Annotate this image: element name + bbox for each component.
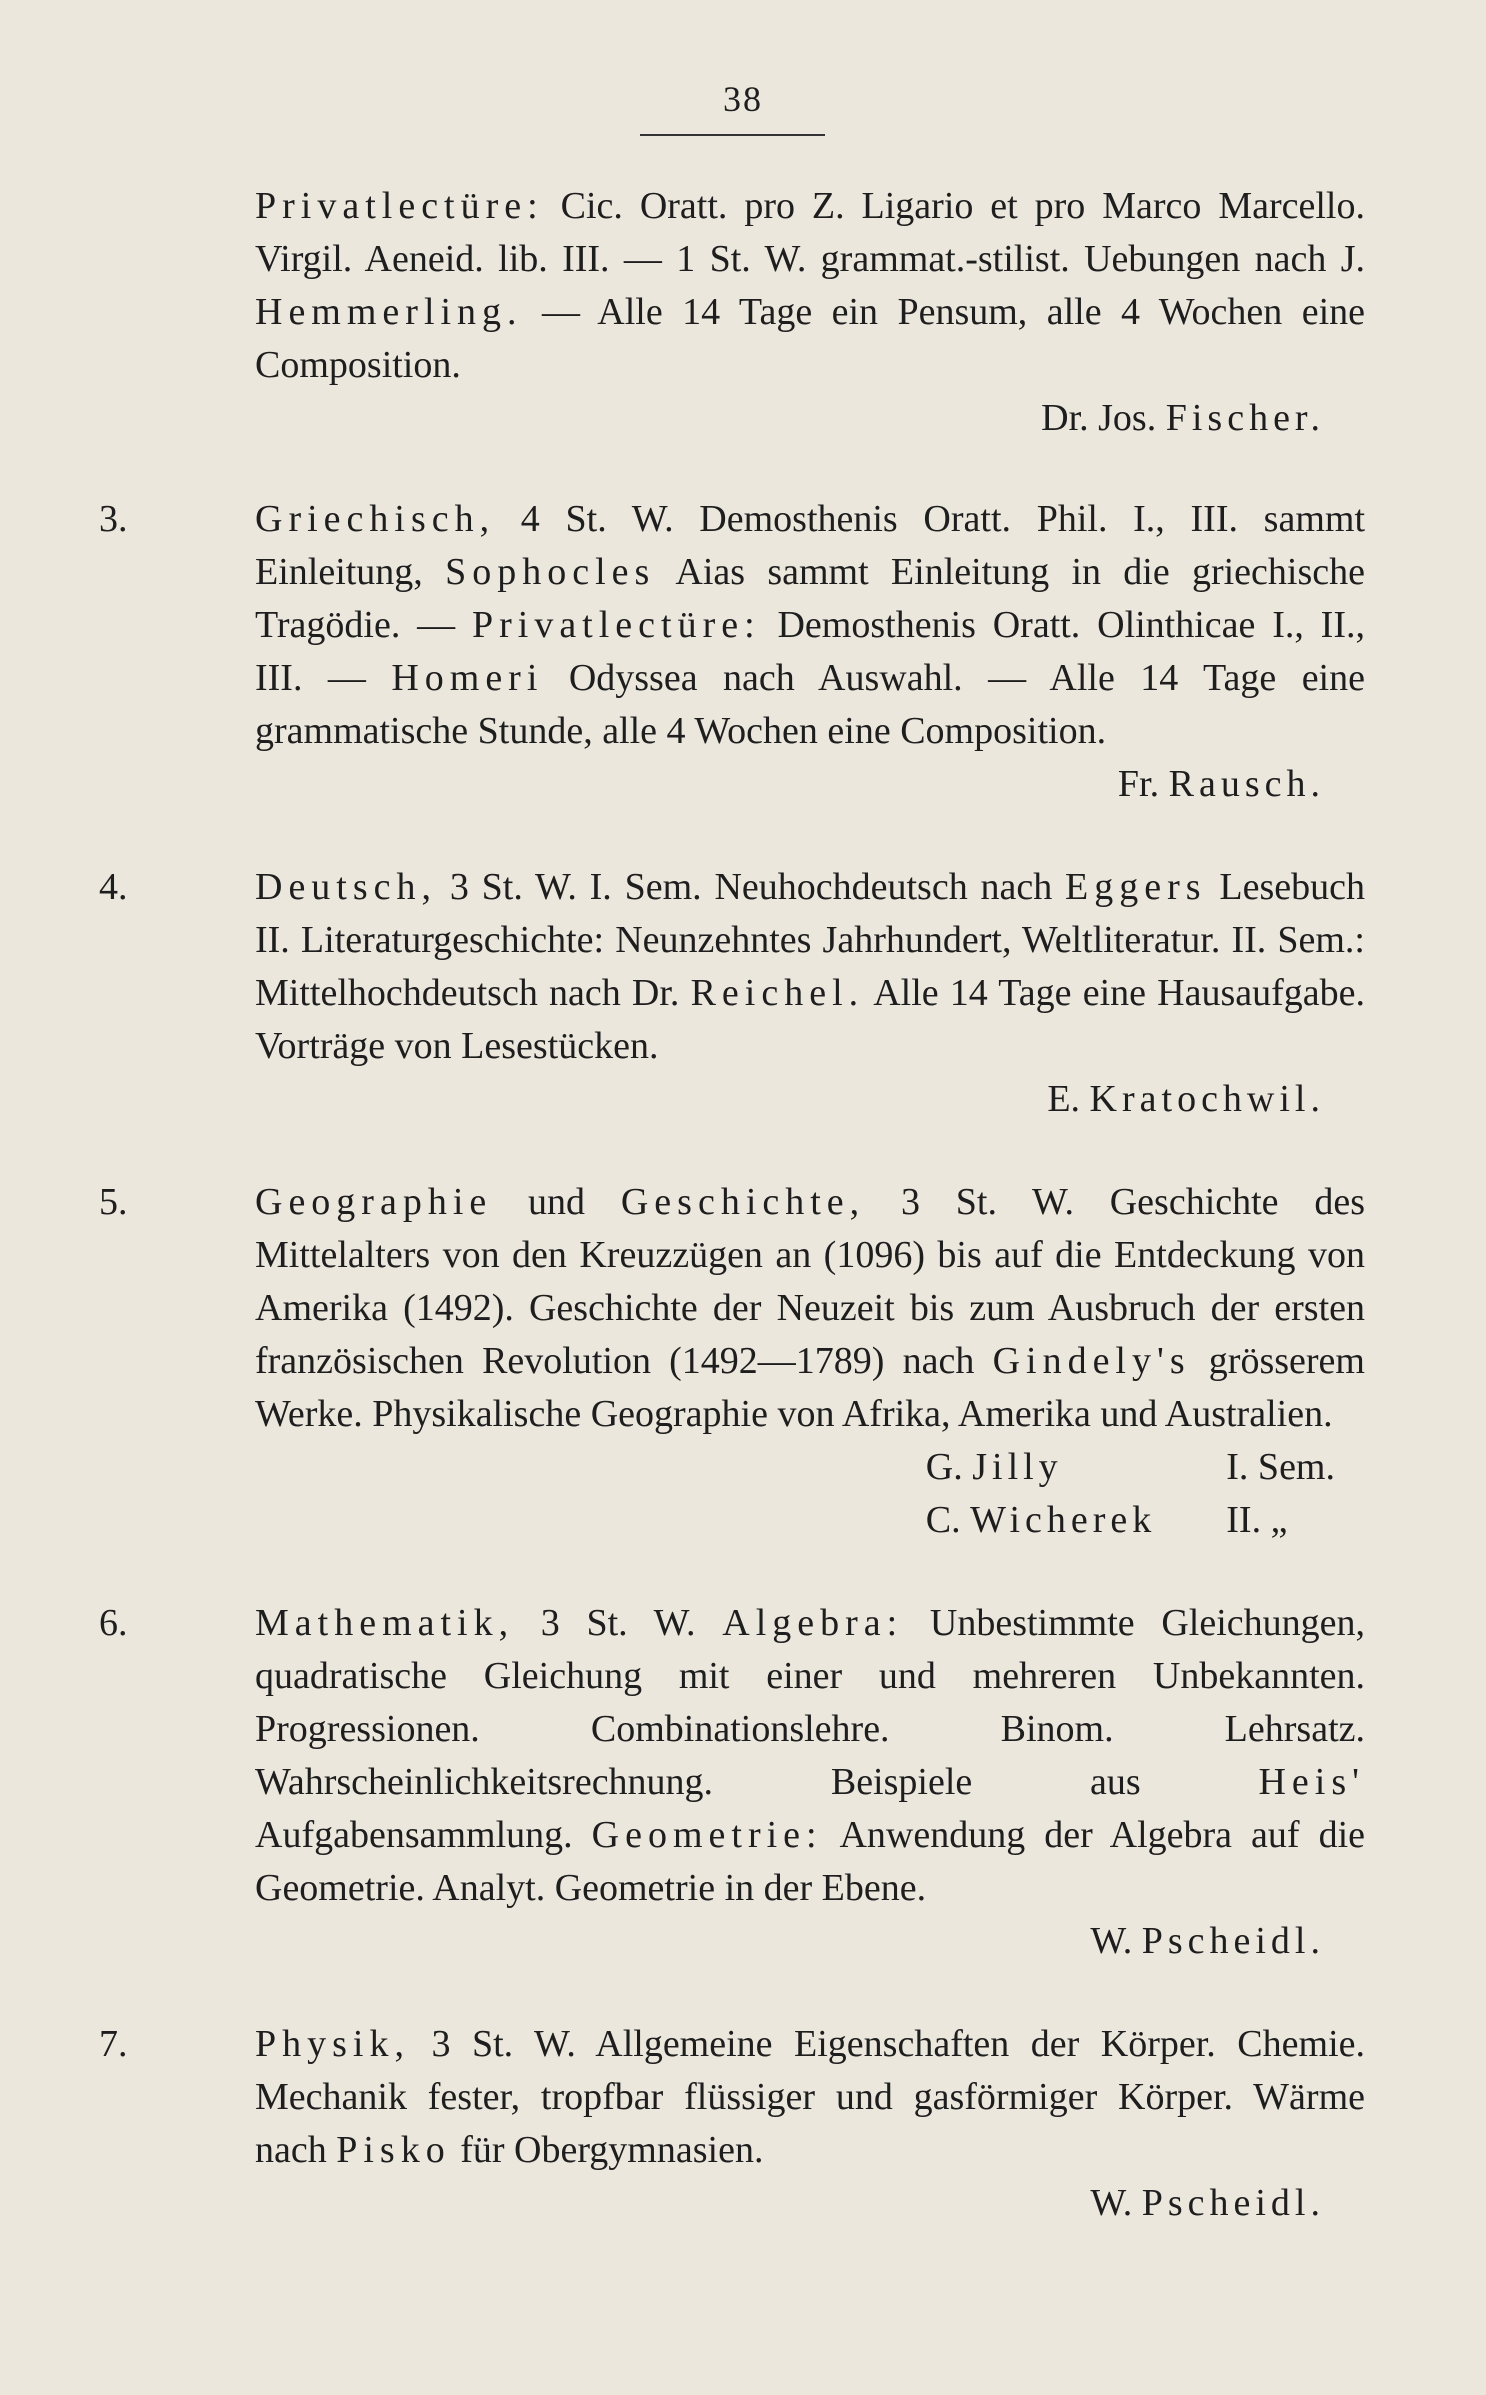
signature-name: Jilly: [972, 1446, 1063, 1488]
spaced-term: Privatlectüre:: [471, 604, 761, 646]
section-number: 4.: [99, 866, 128, 908]
text-run: 4 St. W. Demosthenis Oratt. Phil. I., III. sammt Einleitung,: [255, 498, 1365, 593]
teacher-signature: [255, 758, 1365, 811]
text-run: Aias sammt Einleitung in die griechische Tragödie. —: [255, 551, 1365, 646]
text-run: und: [492, 1181, 621, 1223]
spaced-term: Sophocles: [445, 551, 656, 593]
signature-row: [926, 1494, 1335, 1547]
signature-name-cell: [926, 1494, 1227, 1547]
spaced-term: Homeri: [391, 657, 544, 699]
section-text: [255, 1597, 1365, 1915]
text-run: 3 St. W. I. Sem. Neuhochdeutsch nach: [437, 866, 1066, 908]
syllabus-section: [99, 1597, 1365, 1968]
spaced-term: Mathematik,: [255, 1602, 515, 1644]
signature-prefix: Fr.: [1117, 763, 1169, 805]
spaced-term: Hemmerling.: [255, 291, 523, 333]
spaced-term: Geographie: [255, 1181, 493, 1223]
text-run: Alle 14 Tage eine Hausaufgabe. Vorträge von Lesestücken.: [255, 972, 1366, 1067]
spaced-term: Physik,: [255, 2023, 410, 2065]
signature-name: Kratochwil.: [1089, 1078, 1325, 1120]
section-text: [255, 2018, 1365, 2177]
spaced-term: Deutsch,: [255, 866, 438, 908]
spaced-term: Algebra:: [722, 1602, 904, 1644]
signature-prefix: G.: [925, 1446, 973, 1488]
section-text: [255, 180, 1365, 392]
text-run: grösserem Werke. Physikalische Geographie von Afrika, Amerika und Australien.: [255, 1340, 1365, 1435]
signature-name: Pscheidl.: [1141, 2182, 1325, 2224]
spaced-term: Gindely's: [992, 1340, 1191, 1382]
signature-prefix: W.: [1090, 1920, 1142, 1962]
signature-prefix: Dr. Jos.: [1041, 397, 1166, 439]
section-text: [255, 493, 1365, 758]
text-run: 3 St. W. Geschichte des Mittelalters von den Kreuzzügen an (1096) bis auf die Entdeckung von Amerika (1492). Geschichte der Neuzeit bis zum Ausbruch der ersten französischen Revolution (1492—1789) nach: [255, 1181, 1365, 1382]
spaced-term: Reichel.: [690, 972, 865, 1014]
text-run: Aufgabensammlung.: [255, 1814, 592, 1856]
page-number-rule: [640, 134, 825, 136]
spaced-term: Eggers: [1065, 866, 1207, 908]
syllabus-section: [145, 180, 1365, 445]
teacher-signature-table: [926, 1441, 1335, 1547]
teacher-signature: [255, 1073, 1365, 1126]
section-text: [255, 1176, 1365, 1441]
teacher-signature: [255, 1915, 1365, 1968]
text-run: Lesebuch II. Literaturgeschichte: Neunzehntes Jahrhundert, Weltliteratur. II. Sem.: Mittelhochdeutsch nach Dr.: [255, 866, 1365, 1014]
teacher-signature: [255, 2177, 1365, 2230]
syllabus-section: [99, 861, 1366, 1126]
section-number: 3.: [99, 498, 128, 540]
page-content: [99, 180, 1366, 2280]
section-number: 5.: [99, 1181, 128, 1223]
spaced-term: Geschichte,: [620, 1181, 866, 1223]
signature-name-cell: [926, 1441, 1227, 1494]
syllabus-section: [99, 493, 1365, 811]
signature-prefix: W.: [1090, 2182, 1142, 2224]
signature-term: I. Sem.: [1226, 1446, 1335, 1488]
signature-name: Pscheidl.: [1141, 1920, 1325, 1962]
spaced-term: Privatlectüre:: [255, 185, 544, 227]
signature-row: [926, 1441, 1335, 1494]
teacher-signature: [255, 392, 1365, 445]
signature-name: Wicherek: [970, 1499, 1157, 1541]
text-run: Anwendung der Algebra auf die Geometrie. Analyt. Geometrie in der Ebene.: [255, 1814, 1365, 1909]
spaced-term: Pisko: [336, 2129, 451, 2171]
text-run: Odyssea nach Auswahl. — Alle 14 Tage eine grammatische Stunde, alle 4 Wochen eine Composition.: [255, 657, 1365, 752]
text-run: für Obergymnasien.: [450, 2129, 764, 2171]
signature-name: Fischer.: [1165, 397, 1325, 439]
text-run: Cic. Oratt. pro Z. Ligario et pro Marco Marcello. Virgil. Aeneid. lib. III. — 1 St. W. grammat.-stilist. Uebungen nach J.: [255, 185, 1365, 280]
signature-prefix: C.: [925, 1499, 971, 1541]
text-run: Unbestimmte Gleichungen, quadratische Gleichung mit einer und mehreren Unbekannten. Progressionen. Combinationslehre. Binom. Lehrsatz. Wahrscheinlichkeitsrechnung. Beispiele aus: [255, 1602, 1365, 1803]
text-run: Demosthenis Oratt. Olinthicae I., II., III. —: [255, 604, 1365, 699]
section-text: [255, 861, 1365, 1073]
page-number: 38: [723, 79, 763, 119]
signature-prefix: E.: [1047, 1078, 1090, 1120]
text-run: — Alle 14 Tage ein Pensum, alle 4 Wochen eine Composition.: [255, 291, 1365, 386]
spaced-term: Heis': [1258, 1761, 1365, 1803]
spaced-term: Geometrie:: [591, 1814, 823, 1856]
text-run: 3 St. W.: [514, 1602, 723, 1644]
signature-name: Rausch.: [1168, 763, 1325, 805]
syllabus-section: [99, 1176, 1365, 1547]
section-number: 6.: [99, 1602, 128, 1644]
signature-term: II. „: [1226, 1499, 1288, 1541]
text-run: 3 St. W. Allgemeine Eigenschaften der Körper. Chemie. Mechanik fester, tropfbar flüssiger und gasförmiger Körper. Wärme nach: [255, 2023, 1365, 2171]
spaced-term: Griechisch,: [255, 498, 496, 540]
section-number: 7.: [99, 2023, 128, 2065]
syllabus-section: [99, 2018, 1365, 2230]
